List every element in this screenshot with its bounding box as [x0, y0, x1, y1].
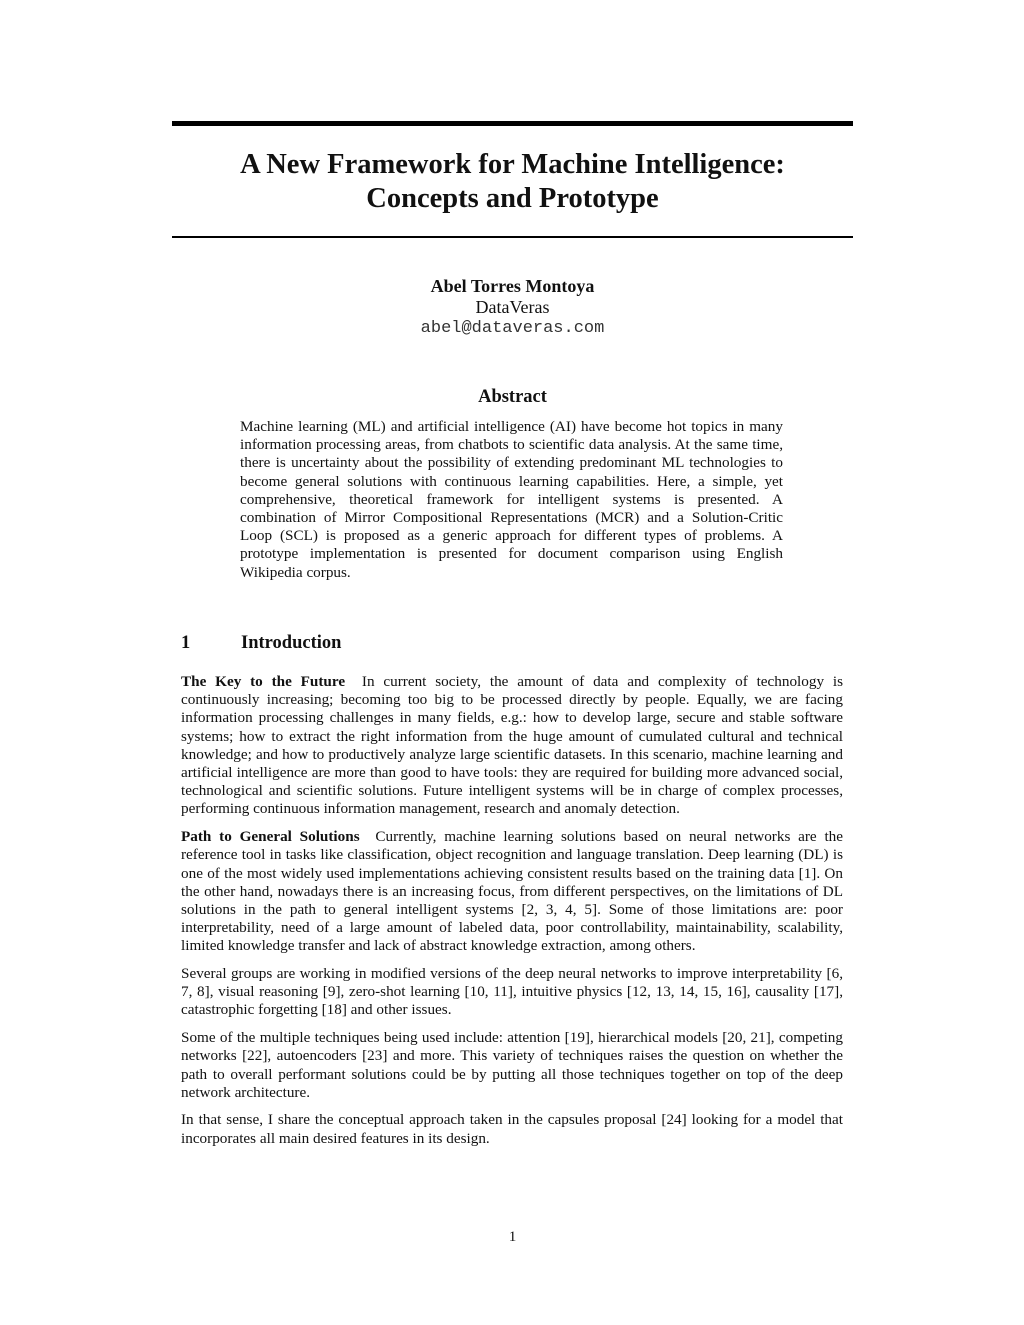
abstract-text: Machine learning (ML) and artificial intelligence (AI) have become hot topics in many information processing areas, from chatbots to scientific data analysis. At the same time, there is uncertainty about the possibility of extending predominant ML technologies to become general solutions with continuous learning capabilities. Here, a simple, yet comprehensive, theoretical framework for intelligent systems is presented. A combination of Mirror Compositional Representations (MCR) and a Solution-Critic Loop (SCL) is proposed as a generic approach for different types of problems. A prototype implementation is presented for document comparison using English Wikipedia corpus.: [240, 418, 783, 581]
paragraph-capsules: In that sense, I share the conceptual approach taken in the capsules proposal [24] looking for a model that incorporates all main desired features in its design.: [181, 1111, 843, 1147]
introduction-body: [181, 673, 843, 1157]
section-number: 1: [181, 633, 191, 653]
paragraph-heading: Path to General Solutions: [181, 828, 360, 846]
page-number: 1: [508, 1228, 517, 1245]
paragraph-heading: The Key to the Future: [181, 673, 346, 690]
section-title: Introduction: [241, 633, 342, 653]
title-line-1: A New Framework for Machine Intelligence:: [240, 149, 785, 180]
title-top-rule: [172, 121, 853, 126]
paragraph-multiple-techniques: Some of the multiple techniques being used include: attention [19], hierarchical models [20, 21], competing networks [22], autoencoders [23] and more. This variety of techniques raises the question on whether the path to overall performant solutions could be by putting all those techniques together on top of the deep network architecture.: [181, 1029, 843, 1101]
paragraph-text: Currently, machine learning solutions based on neural networks are the reference tool in tasks like classification, object recognition and language translation. Deep learning (DL) is one of the most widely used implementations achieving consistent results based on the training data [1]. On the other hand, nowadays there is an increasing focus, from different perspectives, on the limitations of DL solutions in the path to general intelligent systems [2, 3, 4, 5]. Some of those limitations are: poor interpretability, need of a large amount of labeled data, poor controllability, maintainability, scalability, limited knowledge transfer and lack of abstract knowledge extraction, among others.: [181, 828, 844, 955]
paragraph-text: In current society, the amount of data and complexity of technology is continuously increasing; becoming too big to be processed directly by people. Equally, we are facing information processing challenges in many fields, e.g.: how to develop large, secure and stable software systems; how to extract the right information from the huge amount of cumulated cultural and technical knowledge; and how to productively analyze large scientific datasets. In this scenario, machine learning and artificial intelligence are more than good to have tools: they are required for building more advanced social, technological and scientific solutions. Future intelligent systems will be in charge of complex processes, performing continuous information management, research and anomaly detection.: [181, 673, 844, 818]
section-heading-introduction: [181, 632, 841, 654]
abstract-heading: Abstract: [478, 387, 547, 407]
paragraph-key-to-future: [181, 673, 843, 819]
author-block: [172, 276, 853, 339]
paper-title: [172, 148, 853, 216]
paragraph-path-to-general-solutions: [181, 828, 843, 955]
author-affiliation: DataVeras: [475, 297, 550, 317]
title-line-2: Concepts and Prototype: [366, 183, 659, 214]
author-email: abel@dataveras.com: [420, 319, 605, 338]
author-name: Abel Torres Montoya: [430, 276, 595, 296]
title-bottom-rule: [172, 236, 853, 238]
paragraph-several-groups: Several groups are working in modified versions of the deep neural networks to improve interpretability [6, 7, 8], visual reasoning [9], zero-shot learning [10, 11], intuitive physics [12, 13, 14, 15, 16], causality [17], catastrophic forgetting [18] and other issues.: [181, 965, 843, 1019]
